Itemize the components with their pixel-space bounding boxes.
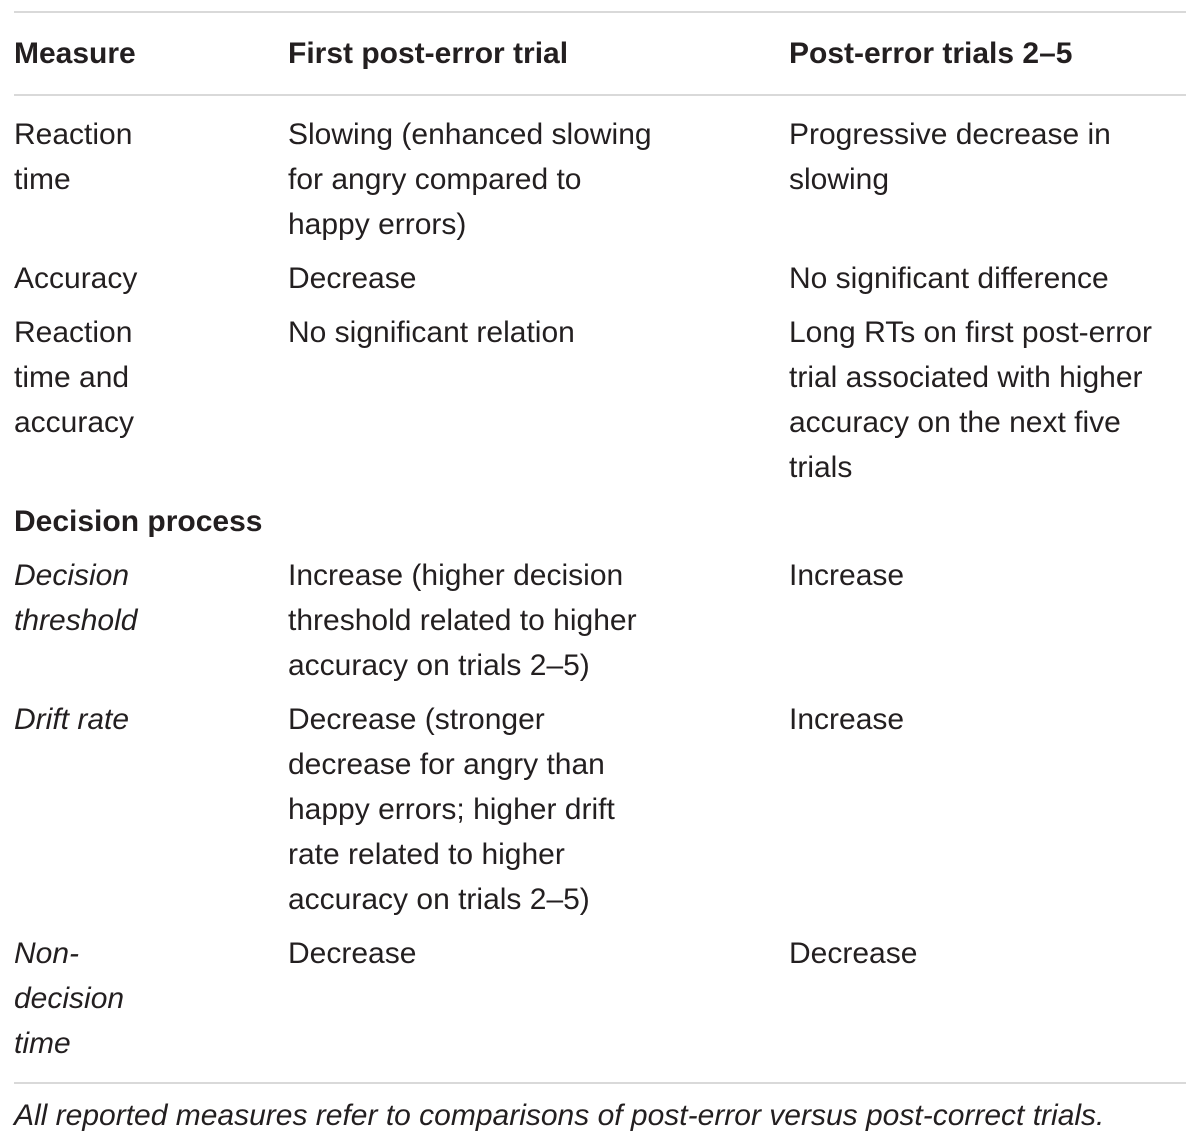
cell-line: Increase xyxy=(789,703,905,736)
cell-line: happy errors) xyxy=(288,208,467,241)
footer-rule xyxy=(14,1082,1186,1084)
cell-line: slowing xyxy=(789,163,890,196)
row-decision-threshold-first xyxy=(288,553,637,688)
cell-line: rate related to higher xyxy=(288,838,565,871)
row-accuracy-first xyxy=(288,256,416,301)
cell-line: accuracy on trials 2–5) xyxy=(288,883,590,916)
cell-line: happy errors; higher drift xyxy=(288,793,615,826)
cell-line: decision xyxy=(14,982,125,1015)
cell-line: decrease for angry than xyxy=(288,748,605,781)
cell-line: Decrease xyxy=(789,937,918,970)
cell-line: Non- xyxy=(14,937,80,970)
row-drift-rate-measure xyxy=(14,697,129,742)
header-measure: Measure xyxy=(14,37,136,70)
cell-line: accuracy xyxy=(14,406,135,439)
cell-line: Progressive decrease in xyxy=(789,118,1111,151)
row-reaction-time-later xyxy=(789,112,1111,202)
cell-line: time xyxy=(14,163,71,196)
cell-line: Decrease xyxy=(288,262,417,295)
cell-line: threshold xyxy=(14,604,138,637)
row-non-decision-time-first xyxy=(288,931,416,976)
row-rt-accuracy-measure xyxy=(14,310,134,445)
cell-line: Reaction xyxy=(14,316,133,349)
cell-line: Increase xyxy=(789,559,905,592)
row-decision-threshold-measure xyxy=(14,553,137,643)
row-non-decision-time-measure xyxy=(14,931,124,1066)
cell-line: Drift rate xyxy=(14,703,130,736)
table-top-rule xyxy=(14,11,1186,13)
cell-line: Reaction xyxy=(14,118,133,151)
cell-line: No significant difference xyxy=(789,262,1109,295)
cell-line: Accuracy xyxy=(14,262,138,295)
row-drift-rate-later xyxy=(789,697,904,742)
cell-line: time and xyxy=(14,361,130,394)
cell-line: threshold related to higher xyxy=(288,604,637,637)
header-rule xyxy=(14,94,1186,96)
cell-line: Long RTs on first post-error xyxy=(789,316,1152,349)
cell-line: for angry compared to xyxy=(288,163,582,196)
cell-line: Increase (higher decision xyxy=(288,559,624,592)
table-footnote: All reported measures refer to comparisons of post-error versus post-correct trials. xyxy=(14,1099,1105,1132)
cell-line: Decrease (stronger xyxy=(288,703,545,736)
row-rt-accuracy-first xyxy=(288,310,575,355)
row-non-decision-time-later xyxy=(789,931,917,976)
row-reaction-time-first xyxy=(288,112,652,247)
cell-line: Slowing (enhanced slowing xyxy=(288,118,652,151)
cell-line: Decrease xyxy=(288,937,417,970)
cell-line: accuracy on trials 2–5) xyxy=(288,649,590,682)
cell-line: No significant relation xyxy=(288,316,575,349)
row-decision-threshold-later xyxy=(789,553,904,598)
cell-line: accuracy on the next five xyxy=(789,406,1121,439)
cell-line: Decision xyxy=(14,559,130,592)
header-post-error-2-5: Post-error trials 2–5 xyxy=(789,37,1073,70)
cell-line: trial associated with higher xyxy=(789,361,1143,394)
header-first-post-error: First post-error trial xyxy=(288,37,569,70)
cell-line: trials xyxy=(789,451,853,484)
row-accuracy-measure xyxy=(14,256,137,301)
section-title-decision-process: Decision process xyxy=(14,505,263,538)
row-rt-accuracy-later xyxy=(789,310,1152,490)
row-accuracy-later xyxy=(789,256,1109,301)
row-reaction-time-measure xyxy=(14,112,132,202)
row-drift-rate-first xyxy=(288,697,615,922)
cell-line: time xyxy=(14,1027,71,1060)
